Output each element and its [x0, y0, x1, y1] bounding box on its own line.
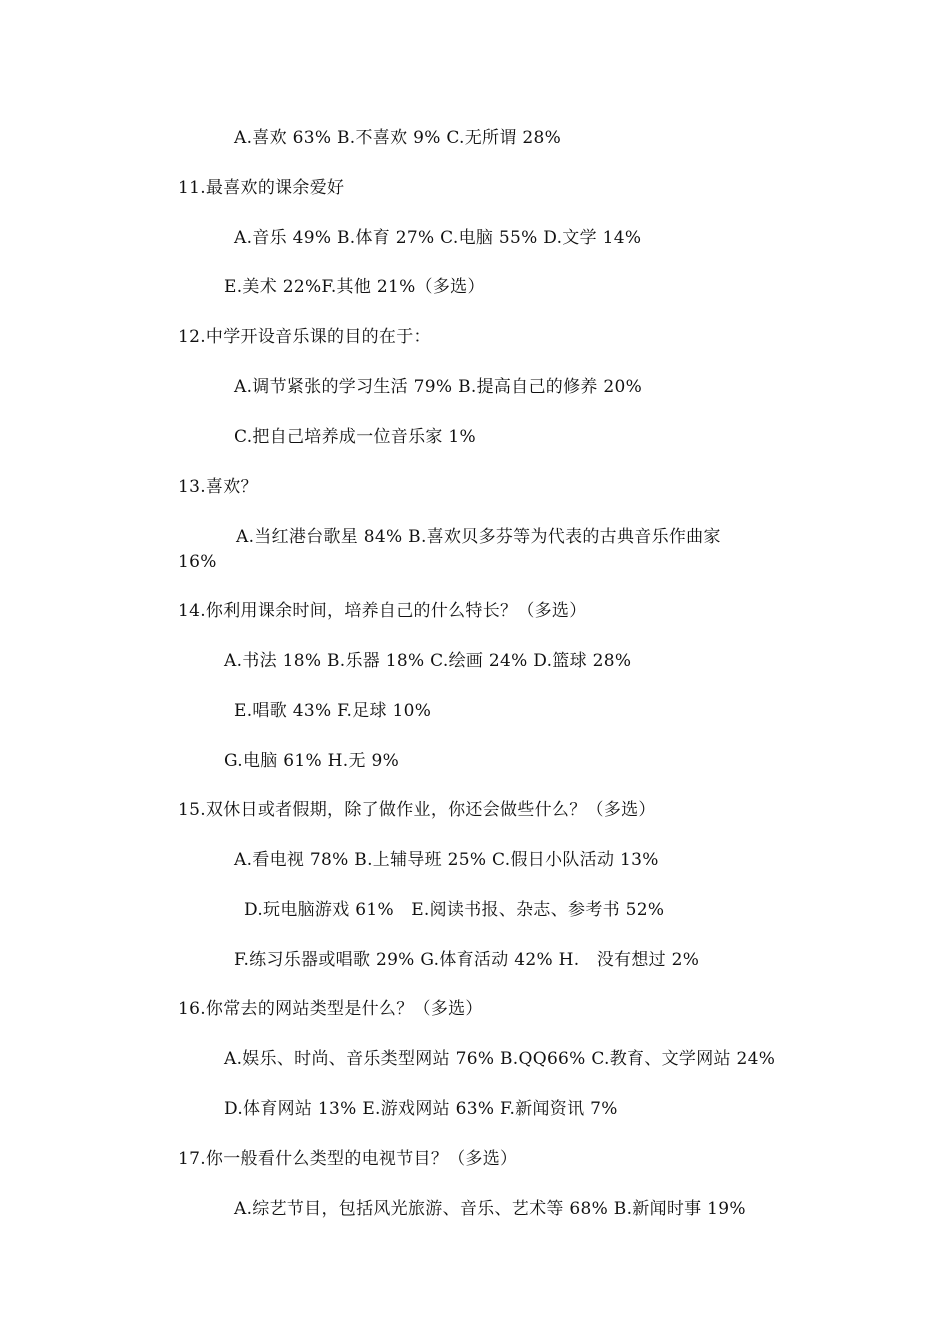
question-17: 17.你一般看什么类型的电视节目？（多选） [178, 1149, 518, 1169]
answer-line: A.书法 18% B.乐器 18% C.绘画 24% D.篮球 28% [224, 651, 632, 671]
answer-line: E.唱歌 43% F.足球 10% [234, 701, 432, 721]
answer-line-continued: 16% [178, 552, 217, 572]
answer-line: E.美术 22%F.其他 21%（多选） [224, 277, 485, 297]
answer-line: A.综艺节目，包括风光旅游、音乐、艺术等 68% B.新闻时事 19% [234, 1199, 746, 1219]
answer-line: A.娱乐、时尚、音乐类型网站 76% B.QQ66% C.教育、文学网站 24% [224, 1049, 776, 1069]
question-15: 15.双休日或者假期，除了做作业，你还会做些什么？（多选） [178, 800, 656, 820]
answer-line: D.体育网站 13% E.游戏网站 63% F.新闻资讯 7% [224, 1099, 618, 1119]
question-12: 12.中学开设音乐课的目的在于： [178, 327, 431, 347]
question-11: 11.最喜欢的课余爱好 [178, 178, 345, 198]
question-14: 14.你利用课余时间，培养自己的什么特长？（多选） [178, 601, 587, 621]
answer-line: A.看电视 78% B.上辅导班 25% C.假日小队活动 13% [234, 850, 659, 870]
answer-line: A.当红港台歌星 84% B.喜欢贝多芬等为代表的古典音乐作曲家 [236, 527, 721, 547]
answer-line: D.玩电脑游戏 61% E.阅读书报、杂志、参考书 52% [244, 900, 665, 920]
answer-line: C.把自己培养成一位音乐家 1% [234, 427, 476, 447]
answer-line: F.练习乐器或唱歌 29% G.体育活动 42% H. 没有想过 2% [234, 950, 700, 970]
answer-line: A.音乐 49% B.体育 27% C.电脑 55% D.文学 14% [234, 228, 642, 248]
answer-line: G.电脑 61% H.无 9% [224, 751, 400, 771]
question-16: 16.你常去的网站类型是什么？（多选） [178, 999, 483, 1019]
answer-line: A.喜欢 63% B.不喜欢 9% C.无所谓 28% [234, 128, 562, 148]
answer-line: A.调节紧张的学习生活 79% B.提高自己的修养 20% [234, 377, 643, 397]
question-13: 13.喜欢？ [178, 477, 258, 497]
